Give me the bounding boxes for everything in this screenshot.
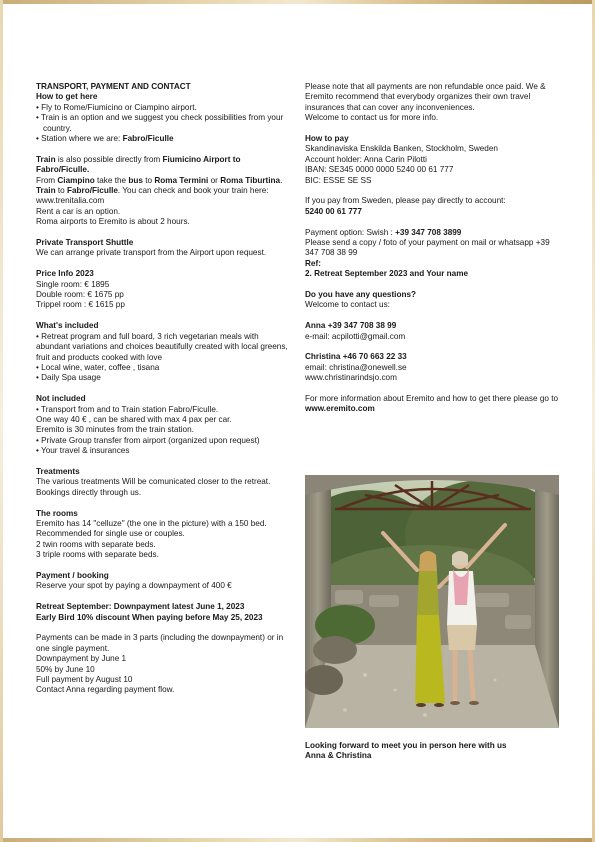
sweden-payment-section: If you pay from Sweden, please pay directly to account: 5240 00 61 777	[305, 196, 563, 217]
bank-line: IBAN: SE345 0000 0000 5240 00 61 777	[305, 165, 454, 175]
rooms-line: 3 triple rooms with separate beds.	[36, 550, 159, 560]
decorative-left-border	[0, 0, 3, 842]
not-included-heading: Not included	[36, 394, 86, 404]
included-heading: What's included	[36, 321, 99, 331]
payment-parts-text: Payments can be made in 3 parts (including the downpayment) or in one single payment.	[36, 633, 284, 653]
bank-line: BIC: ESSE SE SS	[305, 175, 372, 185]
payment-schedule	[36, 654, 288, 696]
ref-section	[305, 259, 563, 280]
bank-line: Skandinaviska Enskilda Banken, Stockholm, Sweden	[305, 144, 498, 154]
price-section	[36, 269, 288, 311]
included-item: • Local wine, water, coffee , tisana	[36, 362, 160, 372]
swish-line: Payment option: Swish : +39 347 708 3899	[305, 227, 462, 237]
included-item: • Daily Spa usage	[36, 373, 101, 383]
schedule-line: Full payment by August 10	[36, 675, 133, 684]
schedule-line: Contact Anna regarding payment flow.	[36, 685, 175, 695]
how-bullet: • Fly to Rome/Fiumicino or Ciampino airport.	[36, 102, 197, 112]
christina-phone: Christina +46 70 663 22 33	[305, 352, 407, 362]
questions-section: Do you have any questions? Welcome to contact us:	[305, 290, 563, 311]
christina-email[interactable]: email: christina@onewell.se	[305, 362, 407, 372]
shuttle-section: Private Transport Shuttle We can arrange private transport from the Airport upon request.	[36, 238, 288, 259]
eremito-link[interactable]: www.eremito.com	[305, 404, 375, 414]
swish-number: +39 347 708 3899	[395, 227, 462, 237]
photo-illustration	[305, 475, 559, 728]
not-included-section	[36, 394, 288, 456]
refund-section: Please note that all payments are non refundable once paid. We & Eremito recommend that everybody organizes their own travel insurances that can cover any inconveniences. Welcome to contact us for more info.	[305, 82, 546, 123]
schedule-line: Downpayment by June 1	[36, 654, 127, 664]
deadline-line: Retreat September: Downpayment latest June 1, 2023	[36, 602, 245, 612]
bank-line: Account holder: Anna Carin Pilotti	[305, 154, 427, 164]
rooms-line: 2 twin rooms with separate beds.	[36, 539, 156, 549]
station-line: • Station where we are: Fabro/Ficulle	[36, 134, 174, 144]
early-bird-line: Early Bird 10% discount When paying before May 25, 2023	[36, 612, 263, 622]
included-section	[36, 321, 288, 383]
ref-heading: Ref:	[305, 258, 321, 268]
not-included-item: Eremito is 30 minutes from the train station.	[36, 425, 194, 435]
copy-payment-text: Please send a copy / foto of your payment on mail or whatsapp +39 347 708 38 99	[305, 238, 550, 258]
station-name: Fabro/Ficulle	[122, 134, 174, 144]
decorative-top-border	[0, 0, 595, 4]
price-line: Single room: € 1895	[36, 279, 110, 289]
pay-heading: How to pay	[305, 134, 349, 144]
christina-website[interactable]: www.christinarindsjo.com	[305, 373, 397, 383]
not-included-item: • Transport from and to Train station Fabro/Ficulle.	[36, 404, 219, 414]
rent-car-section: Rent a car is an option. Roma airports to Eremito is about 2 hours.	[36, 206, 190, 227]
rooms-section	[36, 509, 288, 561]
not-included-item: • Private Group transfer from airport (organized upon request)	[36, 435, 260, 445]
treatments-section: Treatments The various treatments Will be comunicated closer to the retreat. Bookings directly through us.	[36, 467, 288, 498]
how-heading: How to get here	[36, 92, 98, 102]
treatments-heading: Treatments	[36, 466, 80, 476]
photo-caption: Looking forward to meet you in person here with us Anna & Christina	[305, 741, 507, 761]
left-column	[36, 82, 288, 696]
contact-christina	[305, 352, 563, 383]
deadline-section	[36, 602, 288, 623]
price-line: Trippel room : € 1615 pp	[36, 300, 125, 310]
questions-heading: Do you have any questions?	[305, 290, 417, 300]
booking-heading: Payment / booking	[36, 570, 109, 580]
how-to-get-here-section	[36, 82, 288, 144]
sweden-account: 5240 00 61 777	[305, 206, 362, 216]
booking-section: Payment / booking Reserve your spot by paying a downpayment of 400 €	[36, 571, 288, 592]
right-column	[305, 82, 563, 415]
rooms-heading: The rooms	[36, 508, 78, 518]
price-heading: Price Info 2023	[36, 269, 94, 279]
not-included-item: • Your travel & insurances	[36, 446, 130, 456]
anna-phone: Anna +39 347 708 38 99	[305, 321, 397, 331]
rooms-line: Eremito has 14 "celluze" (the one in the picture) with a 150 bed. Recommended for single use or couples.	[36, 518, 267, 539]
more-info-text: For more information about Eremito and how to get there please go to www.eremito.com	[305, 394, 559, 414]
train-paragraph: Train is also possible directly from Fiumicino Airport to Fabro/Ficulle.	[36, 154, 241, 175]
contact-anna	[305, 321, 563, 342]
page-title: TRANSPORT, PAYMENT AND CONTACT	[36, 82, 191, 91]
retreat-photo	[305, 475, 559, 728]
ciampino-paragraph: From Ciampino take the bus to Roma Termini or Roma Tiburtina. Train to Fabro/Ficulle. You can check and book your train here: www.trenitalia.com	[36, 175, 283, 206]
not-included-item: One way 40 € , can be shared with max 4 pax per car.	[36, 414, 232, 424]
anna-email[interactable]: e-mail: acpilotti@gmail.com	[305, 331, 406, 341]
decorative-bottom-border	[0, 838, 595, 842]
ref-text: 2. Retreat September 2023 and Your name	[305, 269, 469, 279]
how-to-pay-section	[305, 134, 563, 186]
included-item: • Retreat program and full board, 3 rich vegetarian meals with abundant variations and choices beautifully created with local greens, fruit and products cooked with love	[36, 331, 288, 362]
shuttle-heading: Private Transport Shuttle	[36, 238, 134, 248]
schedule-line: 50% by June 10	[36, 664, 95, 674]
price-line: Double room: € 1675 pp	[36, 290, 124, 300]
how-bullet: • Train is an option and we suggest you check possibilities from your country.	[36, 113, 284, 133]
